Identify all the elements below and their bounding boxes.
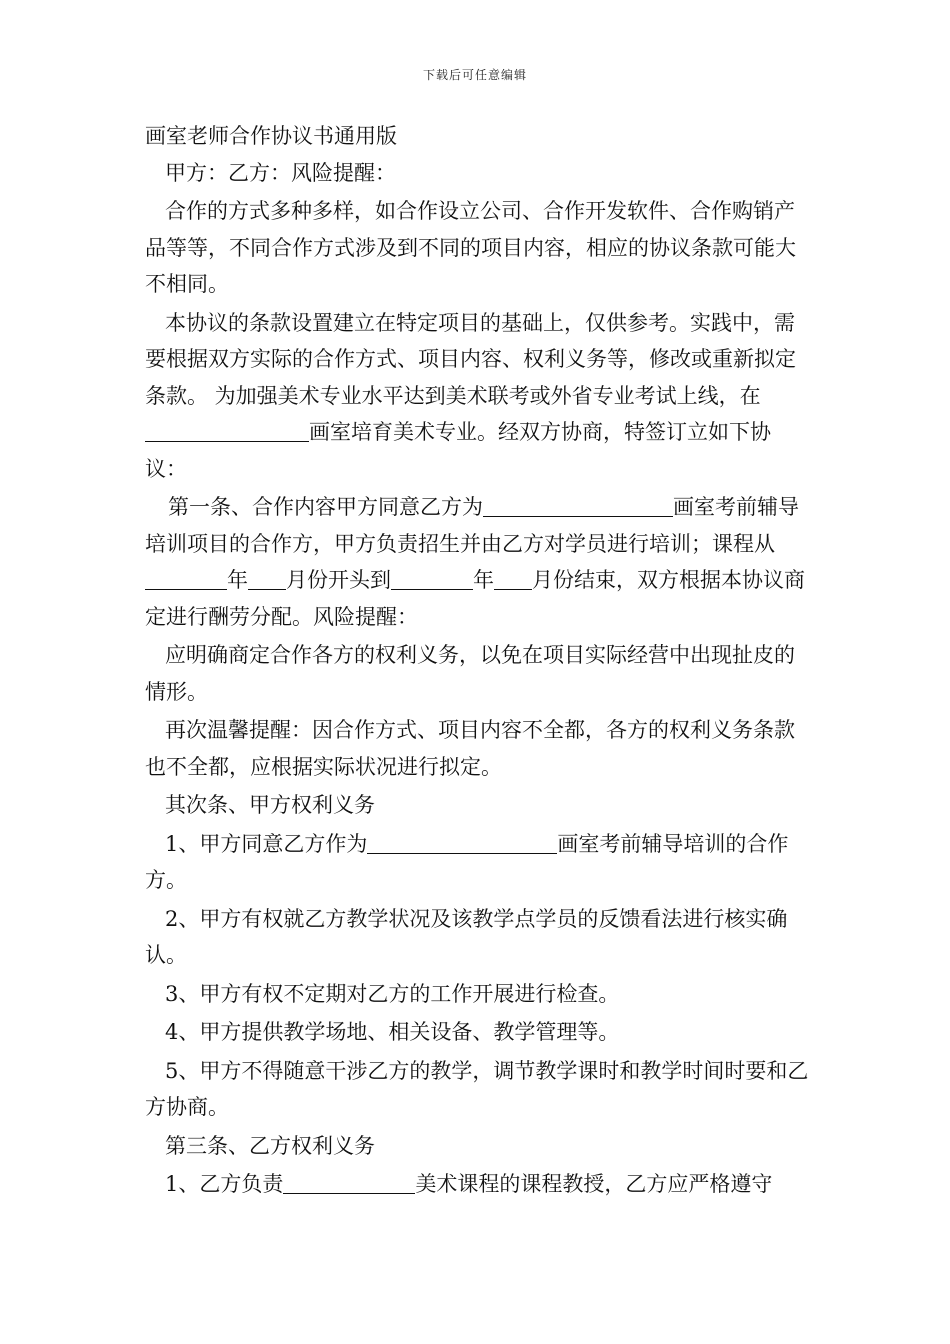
article-2-item-5: 5、甲方不得随意干涉乙方的教学，调节教学课时和教学时间时要和乙方协商。: [145, 1058, 809, 1119]
paragraph-agreement-basis: [145, 305, 810, 488]
paragraph-agreement-basis-end: 画室培育美术专业。经双方协商，特签订立如下协议：: [145, 420, 771, 481]
article-2-heading: 其次条、甲方权利义务: [165, 793, 375, 817]
article-2-item-1-start: 1、甲方同意乙方作为: [165, 831, 368, 856]
article-3-heading: 第三条、乙方权利义务: [165, 1133, 375, 1158]
article-2-item-2: 2、甲方有权就乙方教学状况及该教学点学员的反馈看法进行核实确认。: [145, 906, 788, 967]
paragraph-agreement-basis-text: 本协议的条款设置建立在特定项目的基础上，仅供参考。实践中，需要根据双方实际的合作方式、项目内容、权利义务等，修改或重新拟定条款。 为加强美术专业水平达到美术联考或外省专业考试上线，在: [145, 310, 796, 408]
article-1-text-mid: 画室考前辅导培训项目的合作方，甲方负责招生并由乙方对学员进行培训；课程从: [145, 495, 799, 556]
article-2-item-1: [145, 826, 810, 899]
article-3-item-1-end: 美术课程的课程教授，乙方应严格遵守: [415, 1172, 773, 1196]
blank-start-month: [248, 568, 286, 590]
article-2-item-4: 4、甲方提供教学场地、相关设备、教学管理等。: [165, 1020, 620, 1044]
blank-end-month: [494, 568, 532, 590]
blank-course-name: [283, 1172, 415, 1194]
risk-reminder-1: 应明确商定合作各方的权利义务，以免在项目实际经营中出现扯皮的情形。: [145, 643, 795, 704]
article-1-year2-label: 年: [473, 568, 494, 592]
parties-line: 甲方：乙方：风险提醒：: [165, 160, 396, 185]
document-body: [145, 118, 810, 1203]
blank-studio-partner: [367, 832, 557, 854]
article-1-text-end: 月份结束，双方根据本协议商定进行酬劳分配。风险提醒：: [145, 568, 805, 629]
page-header: 下载后可任意编辑: [422, 68, 527, 82]
article-2-item-3: 3、甲方有权不定期对乙方的工作开展进行检查。: [165, 981, 620, 1006]
article-1-text-start: 第一条、合作内容甲方同意乙方为: [168, 495, 483, 519]
paragraph-cooperation-modes: 合作的方式多种多样，如合作设立公司、合作开发软件、合作购销产品等等，不同合作方式涉及到不同的项目内容，相应的协议条款可能大不相同。: [145, 199, 796, 296]
article-3-item-1: [145, 1166, 810, 1203]
blank-start-year: [145, 568, 227, 590]
article-1-month-label: 月份开头到: [286, 568, 391, 592]
blank-end-year: [391, 568, 473, 590]
risk-reminder-2: 再次温馨提醒：因合作方式、项目内容不全都，各方的权利义务条款也不全都，应根据实际状况进行拟定。: [145, 718, 795, 779]
blank-studio-name: [145, 420, 309, 442]
article-1-cooperation-content: [145, 489, 810, 635]
article-3-item-1-start: 1、乙方负责: [165, 1172, 284, 1196]
blank-studio-project: [483, 495, 673, 517]
document-title: 画室老师合作协议书通用版: [145, 124, 397, 148]
article-1-year-label: 年: [227, 568, 248, 592]
article-2-item-1-end: 画室考前辅导培训的合作方。: [145, 831, 789, 892]
